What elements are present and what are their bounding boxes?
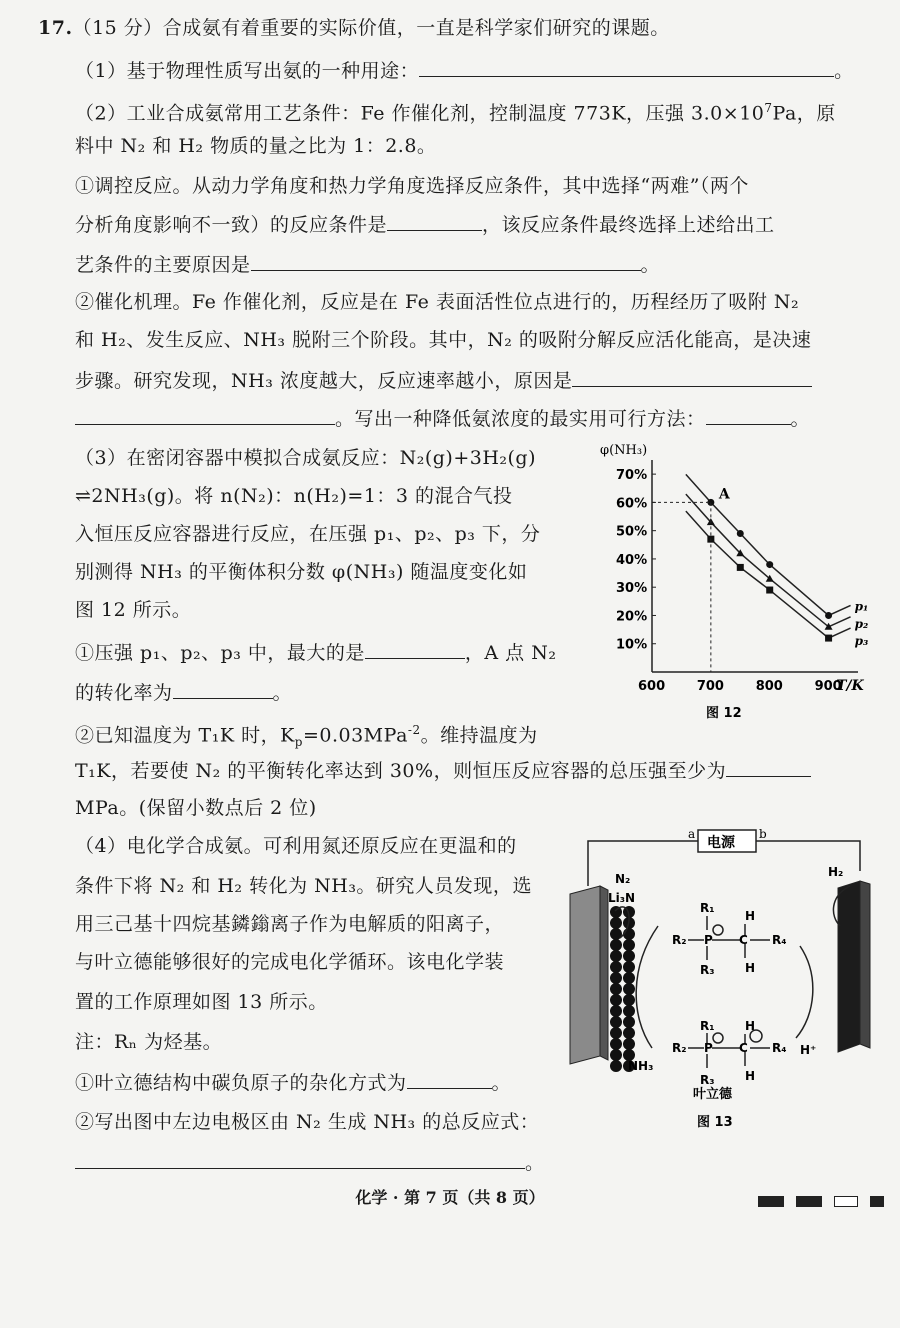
li3n-particle [623,1038,635,1050]
part-3-line-5 [75,596,191,624]
part-2-line-5 [75,250,660,279]
part-4-line-1 [75,832,517,860]
data-point [766,587,773,594]
li3n-particle [610,1038,622,1050]
li3n-particle [623,994,635,1006]
part-3-line-6 [75,638,556,667]
li3n-particle [623,939,635,951]
series-label: p₁ [854,599,869,614]
li3n-particle [610,1016,622,1028]
y-tick-label: 40% [616,552,648,568]
li3n-particle [623,983,635,995]
li3n-particle [610,1049,622,1061]
answer-blank[interactable] [387,210,482,231]
x-tick-label: 900 [814,679,842,694]
part-4-line-5 [75,988,328,1016]
text: 用三己基十四烷基鏻鎓离子作为电解质的阳离子， [75,913,505,935]
part-1-text: （1）基于物理性质写出氨的一种用途： [75,60,420,82]
exponent: -2 [407,723,421,737]
h-bottom-2: H [745,1069,756,1083]
figure-13-caption: 图 13 [697,1115,733,1130]
h2-label: H₂ [828,865,844,879]
x-axis-label: T/K [836,678,864,694]
li3n-particle [610,983,622,995]
x-tick-label: 700 [696,679,724,694]
mark-filled [796,1196,822,1207]
text: ⇌2NH₃(g)。将 n(N₂)：n(H₂)=1：3 的混合气投 [75,485,513,507]
text: Pa，原 [772,102,836,125]
text: 置的工作原理如图 13 所示。 [75,991,328,1013]
ylide-label: 叶立德 [693,1087,733,1102]
li3n-particle [610,1060,622,1072]
part-2-line-8 [75,366,812,395]
li3n-particle [610,1027,622,1039]
text: ，该反应条件最终选择上述给出工 [482,214,775,236]
li3n-particle [610,1005,622,1017]
terminal-b-label: b [759,827,767,841]
text: ②写出图中左边电极区由 N₂ 生成 NH₃ 的总反应式： [75,1111,540,1133]
nh3-label: NH₃ [628,1059,654,1073]
y-tick-label: 70% [616,468,648,484]
page-marks [758,1191,884,1210]
exponent: 7 [764,101,773,115]
c-atom-top: C [739,933,748,947]
period: 。 [491,1072,512,1094]
text: 与叶立德能够很好的完成电化学循环。该电化学装 [75,951,505,973]
text: （3）在密闭容器中模拟合成氨反应：N₂(g)+3H₂(g) [75,447,537,469]
li3n-layer [610,906,635,1072]
part-3-line-4 [75,558,527,586]
text: 。维持温度为 [420,724,538,747]
part-3-line-10 [75,794,317,822]
text: ①压强 p₁、p₂、p₃ 中，最大的是 [75,642,365,664]
answer-blank[interactable] [75,1148,525,1169]
part-4-line-9 [75,1148,545,1177]
text: 图 12 所示。 [75,599,192,621]
li3n-particle [610,994,622,1006]
text: 步骤。研究发现，NH₃ 浓度越大，反应速率越小，原因是 [75,370,573,392]
text: 注：Rₙ 为烃基。 [75,1031,223,1053]
p-atom-bottom: P [704,1041,713,1055]
li3n-particle [623,950,635,962]
answer-blank[interactable] [726,756,811,777]
period: 。 [640,254,661,276]
text: ②已知温度为 T₁K 时，K [75,724,295,747]
period: 。 [790,408,811,430]
wire-left [588,841,698,886]
li3n-particle [623,961,635,973]
right-electrode [838,881,860,1052]
h-bottom-1: H [745,1019,756,1033]
part-4-line-4 [75,948,504,976]
text: =0.03MPa [302,724,408,747]
subscript: p [294,735,303,750]
part-4-line-3 [75,910,504,938]
text: 艺条件的主要原因是 [75,254,251,276]
n2-label-left: N₂ [615,872,631,886]
li3n-particle [623,1016,635,1028]
answer-blank[interactable] [572,366,812,387]
li3n-label: Li₃N [608,891,636,905]
li3n-particle [610,950,622,962]
part-2-line-7 [75,326,811,354]
data-point [825,612,832,619]
y-tick-label: 60% [616,496,648,512]
ylide-bonds [615,886,850,1068]
li3n-particle [623,1005,635,1017]
answer-blank[interactable] [365,638,465,659]
part-4-line-6 [75,1028,222,1056]
r3-bottom: R₃ [700,1073,715,1087]
part-4-line-8 [75,1108,539,1136]
part-4-line-2 [75,872,532,900]
y-tick-label: 50% [616,524,648,540]
series-label: p₂ [854,616,869,631]
r1-bottom: R₁ [700,1019,715,1033]
text: 料中 N₂ 和 H₂ 物质的量之比为 1：2.8。 [75,135,437,157]
right-electrode-side [860,881,870,1048]
li3n-particle [610,939,622,951]
p-atom-top: P [704,933,713,947]
li3n-particle [623,1027,635,1039]
question-intro: 合成氨有着重要的实际价值，一直是科学家们研究的课题。 [162,17,670,39]
left-electrode-side [600,886,608,1060]
li3n-particle [610,917,622,929]
text: 别测得 NH₃ 的平衡体积分数 φ(NH₃) 随温度变化如 [75,561,528,583]
text: MPa。(保留小数点后 2 位) [75,797,317,819]
text: 的转化率为 [75,682,173,704]
data-point [737,530,744,537]
part-2-line-1 [75,94,836,127]
series-label: p₃ [854,634,869,649]
h-top-1: H [745,909,756,923]
period: 。 [834,60,854,82]
part-2-line-2 [75,132,436,160]
text: 和 H₂、发生反应、NH₃ 脱附三个阶段。其中，N₂ 的吸附分解反应活化能高，是决速 [75,329,812,351]
text: 条件下将 N₂ 和 H₂ 转化为 NH₃。研究人员发现，选 [75,875,532,897]
data-point [737,564,744,571]
y-tick-label: 20% [616,609,648,625]
x-tick-label: 800 [755,679,783,694]
part-3-line-3 [75,520,540,548]
text: ①叶立德结构中碳负原子的杂化方式为 [75,1072,407,1094]
period: 。 [525,1152,545,1174]
text: （2）工业合成氨常用工艺条件：Fe 作催化剂，控制温度 773K，压强 3.0×10 [75,102,765,125]
answer-blank[interactable] [251,250,641,271]
li3n-particle [610,972,622,984]
y-axis-label: φ(NH₃) [600,443,648,458]
part-2-line-9 [75,404,810,433]
question-header [38,14,670,42]
li3n-particle [623,972,635,984]
wire-right [756,841,860,871]
text: T₁K，若要使 N₂ 的平衡转化率达到 30%，则恒压反应容器的总压强至少为 [75,760,727,782]
text: 分析角度影响不一致）的反应条件是 [75,214,388,236]
part-3-line-1 [75,444,536,472]
x-tick-label: 600 [638,679,666,694]
period: 。 [272,682,293,704]
li3n-particle [610,961,622,973]
c-atom-bottom: C [739,1041,748,1055]
part-3-line-9 [75,756,811,785]
r4-bottom: R₄ [772,1041,787,1055]
answer-blank[interactable] [173,678,273,699]
data-point [825,635,832,642]
question-score: （15 分） [72,17,163,39]
part-4-line-7 [75,1068,511,1097]
figure-12-caption: 图 12 [706,706,742,721]
text: 。写出一种降低氨浓度的最实用可行方法： [335,408,706,430]
part-3-line-2 [75,482,513,510]
r3-top: R₃ [700,963,715,977]
point-a-label: A [718,486,730,503]
figure-12-chart [590,440,870,730]
text: 入恒压反应容器进行反应，在压强 p₁、p₂、p₃ 下，分 [75,523,541,545]
mark-empty [834,1196,858,1207]
page-footer: 化学 · 第 7 页（共 8 页） [355,1188,545,1207]
answer-blank[interactable] [706,404,791,425]
mark-filled [758,1196,784,1207]
text: ②催化机理。Fe 作催化剂，反应是在 Fe 表面活性位点进行的，历程经历了吸附 N₂ [75,291,800,313]
part-2-line-4 [75,210,775,239]
answer-blank[interactable] [407,1068,492,1089]
part-2-line-6 [75,288,799,316]
part-1 [75,56,854,85]
part-3-line-7 [75,678,292,707]
power-supply-label: 电源 [707,835,735,851]
left-electrode [570,886,600,1064]
r1-top: R₁ [700,901,715,915]
part-2-line-3 [75,172,749,200]
text: （4）电化学合成氨。可利用氮还原反应在更温和的 [75,835,517,857]
y-tick-label: 10% [616,637,648,653]
terminal-a-label: a [688,827,696,841]
mark-filled [870,1196,884,1207]
text: ，A 点 N₂ [464,642,557,664]
figure-13-diagram [560,826,890,1136]
data-point [766,561,773,568]
part-3-line-8 [75,716,538,756]
r2-bottom: R₂ [672,1041,687,1055]
hplus-label: H⁺ [800,1043,817,1057]
r4-top: R₄ [772,933,787,947]
h-top-2: H [745,961,756,975]
answer-blank[interactable] [419,56,834,77]
r2-top: R₂ [672,933,687,947]
answer-blank[interactable] [75,404,335,425]
question-number: 17. [38,17,73,39]
text: ①调控反应。从动力学角度和热力学角度选择反应条件，其中选择“两难”（两个 [75,175,749,197]
y-tick-label: 30% [616,581,648,597]
